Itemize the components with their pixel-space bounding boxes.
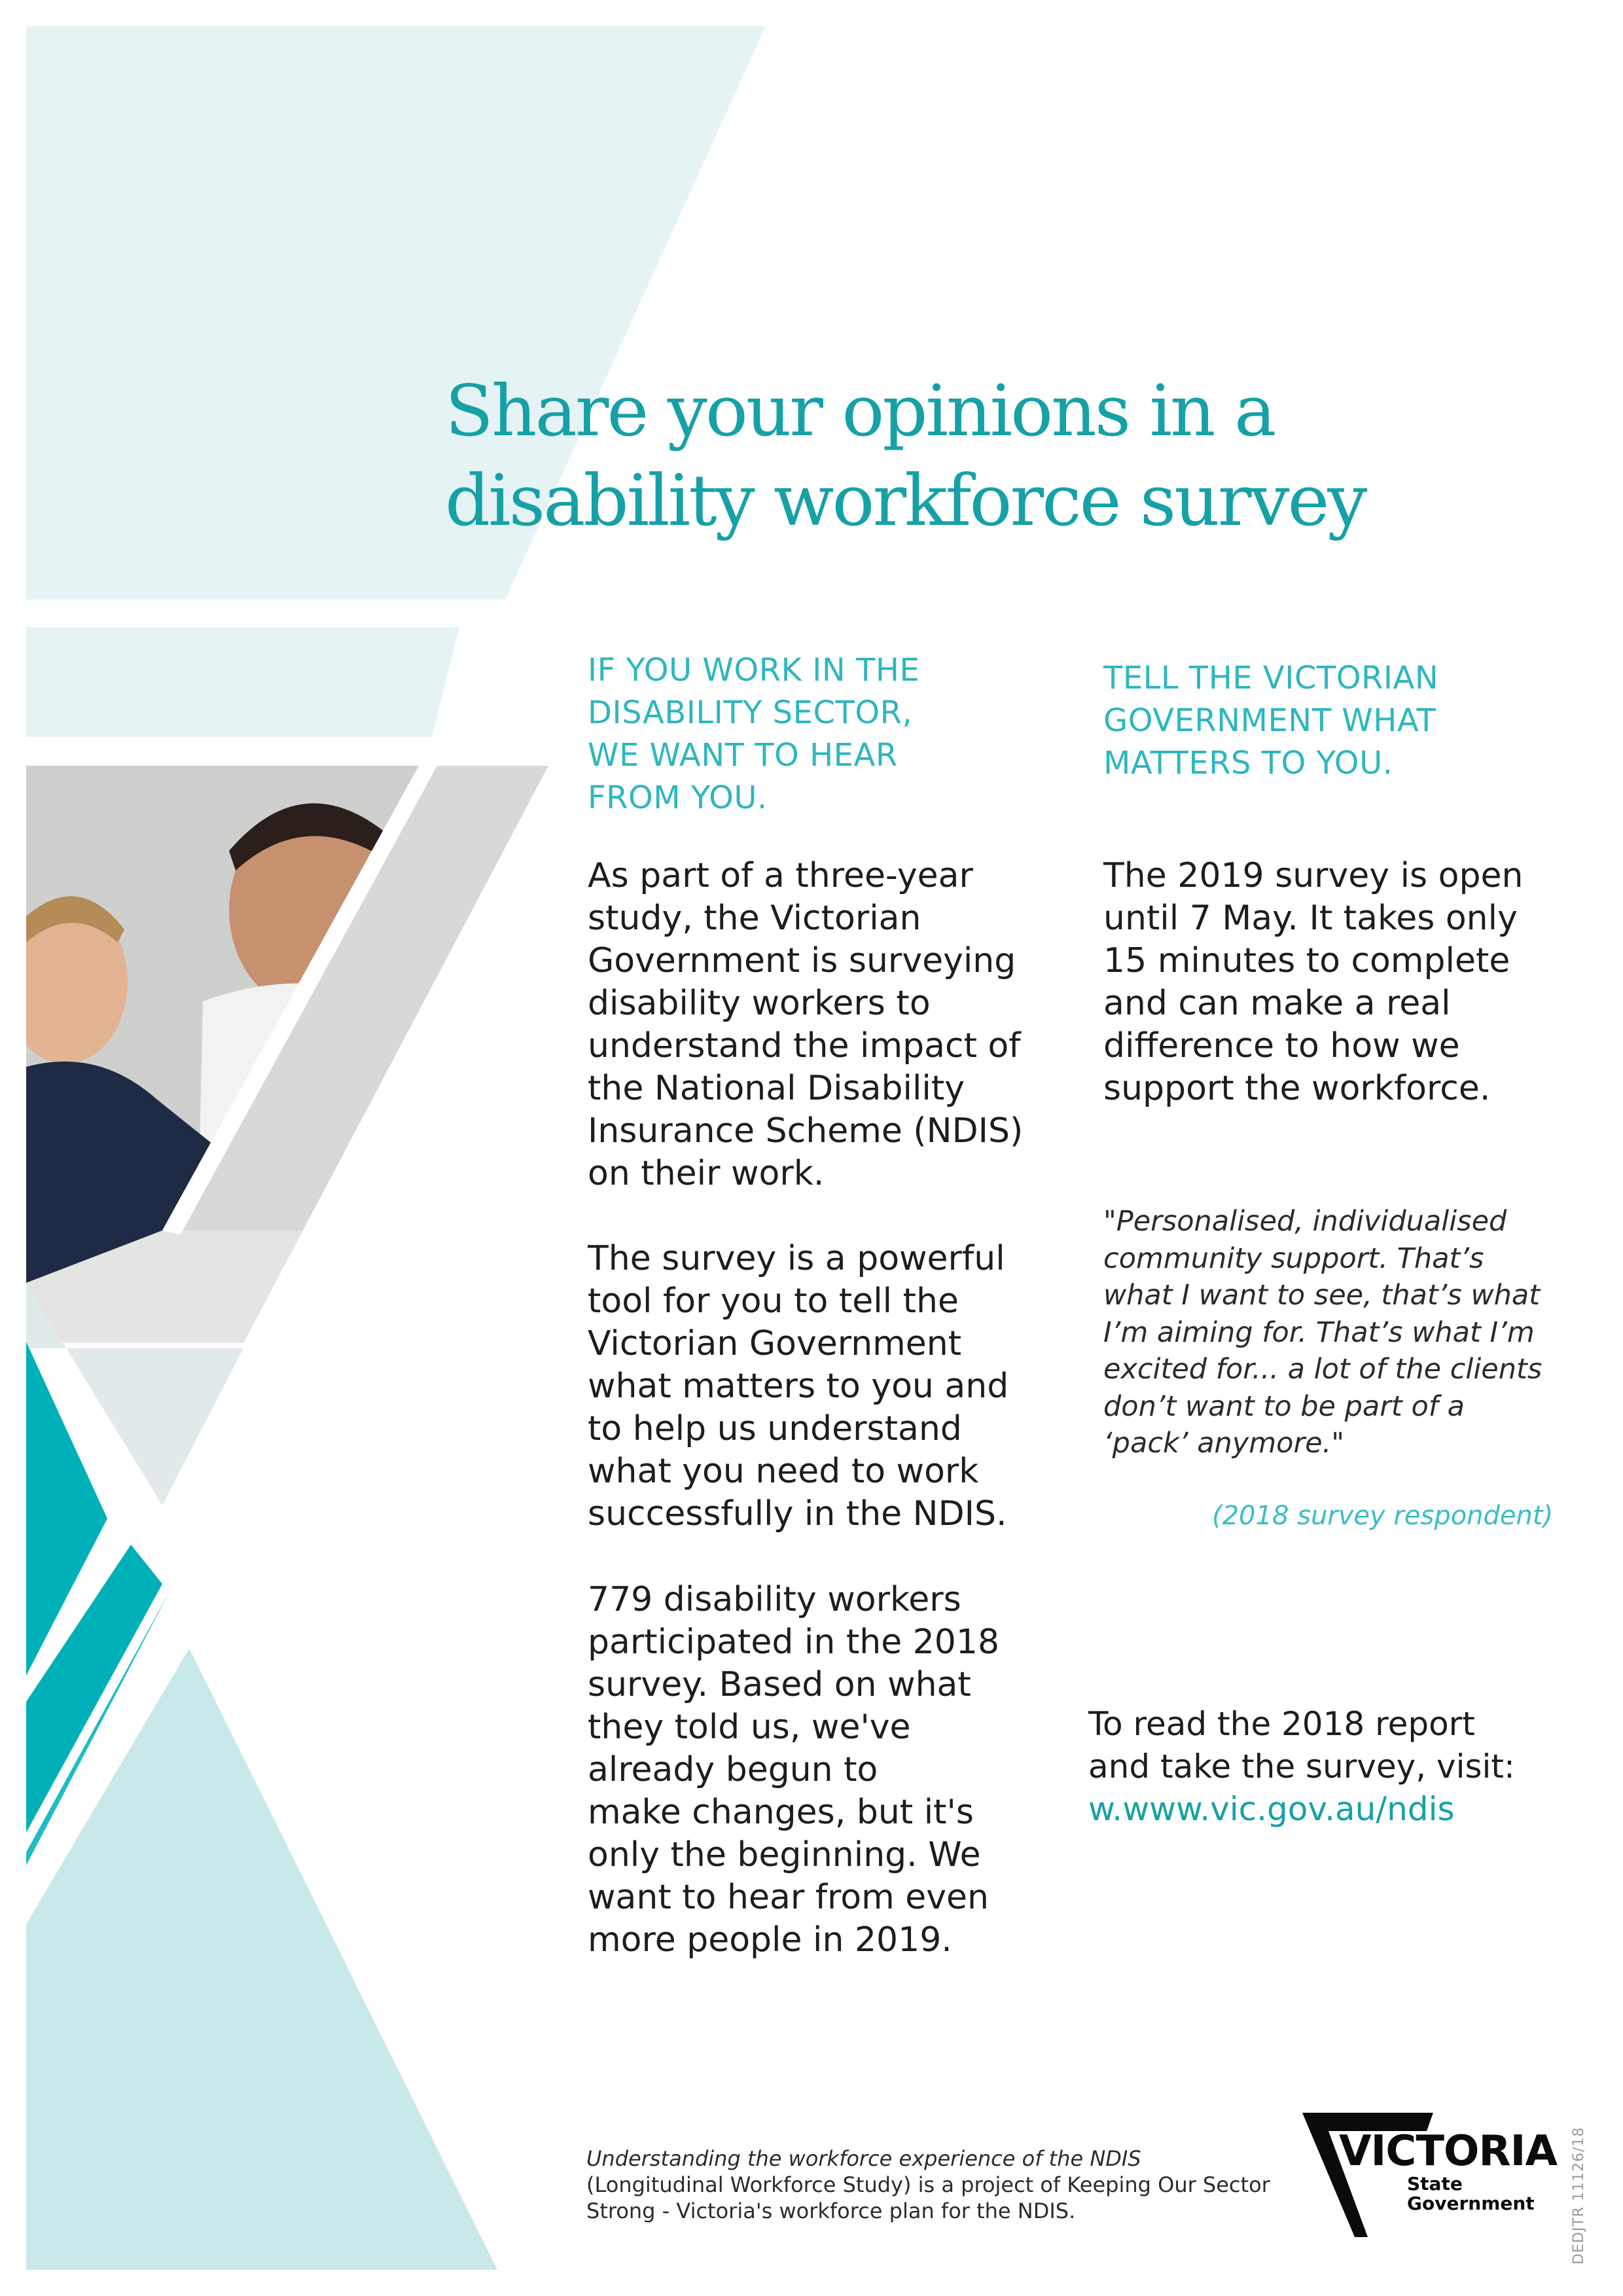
paragraph-line: The 2019 survey is open bbox=[1103, 856, 1524, 895]
footnote-line: Understanding the workforce experience of the NDIS bbox=[586, 2146, 1141, 2171]
paragraph-line: want to hear from even bbox=[588, 1878, 989, 1917]
quote-line: "Personalised, individualised bbox=[1103, 1205, 1507, 1238]
band-pale-shape bbox=[26, 627, 459, 737]
quote-line: I’m aiming for. That’s what I’m bbox=[1103, 1316, 1535, 1349]
heading-line: FROM YOU. bbox=[588, 780, 768, 816]
heading-line: GOVERNMENT WHAT bbox=[1103, 702, 1436, 739]
paragraph-line: Victorian Government bbox=[588, 1324, 962, 1363]
paragraph-line: Government is surveying bbox=[588, 941, 1016, 980]
heading-line: IF YOU WORK IN THE bbox=[588, 652, 920, 689]
title-line: Share your opinions in a bbox=[445, 370, 1275, 452]
document-code: DEDJTR 11126/18 bbox=[1571, 2126, 1587, 2265]
paragraph-line: make changes, but it's bbox=[588, 1793, 974, 1832]
respondent-quote bbox=[1103, 1203, 1542, 1462]
bottom-light-shape bbox=[26, 1636, 497, 2270]
paragraph-line: only the beginning. We bbox=[588, 1835, 981, 1874]
survey-link[interactable]: w.www.vic.gov.au/ndis bbox=[1088, 1790, 1455, 1828]
quote-line: what I want to see, that’s what bbox=[1103, 1279, 1541, 1312]
survey-open-paragraph bbox=[1103, 855, 1523, 1110]
paragraph-line: the National Disability bbox=[588, 1069, 965, 1108]
paragraph-line: disability workers to bbox=[588, 984, 931, 1023]
paragraph-line: participated in the 2018 bbox=[588, 1623, 1000, 1662]
participation-paragraph bbox=[588, 1579, 999, 1962]
paragraph-line: 779 disability workers bbox=[588, 1580, 961, 1619]
paragraph-line: study, the Victorian bbox=[588, 899, 921, 938]
page-title bbox=[445, 367, 1492, 546]
paragraph-line: understand the impact of bbox=[588, 1026, 1021, 1066]
quote-line: community support. That’s bbox=[1103, 1242, 1484, 1275]
logo-sub-line: State bbox=[1407, 2173, 1463, 2195]
footnote-line: (Longitudinal Workforce Study) is a project of Keeping Our Sector bbox=[586, 2172, 1270, 2197]
heading-line: MATTERS TO YOU. bbox=[1103, 745, 1393, 781]
logo-wordmark: VICTORIA bbox=[1339, 2127, 1557, 2176]
title-line: disability workforce survey bbox=[445, 460, 1366, 542]
paragraph-line: more people in 2019. bbox=[588, 1920, 952, 1960]
paragraph-line: 15 minutes to complete bbox=[1103, 941, 1510, 980]
paragraph-line: The survey is a powerful bbox=[588, 1239, 1005, 1278]
logo-subtitle bbox=[1407, 2174, 1535, 2214]
cta-line: and take the survey, visit: bbox=[1088, 1748, 1515, 1785]
quote-attribution: (2018 survey respondent) bbox=[1212, 1501, 1554, 1531]
paragraph-line: already begun to bbox=[588, 1750, 878, 1789]
survey-tool-paragraph bbox=[588, 1238, 1008, 1535]
intro-paragraph bbox=[588, 855, 1023, 1195]
paragraph-line: survey. Based on what bbox=[588, 1665, 971, 1704]
paragraph-line: As part of a three-year bbox=[588, 856, 973, 895]
heading-line: TELL THE VICTORIAN bbox=[1103, 660, 1439, 696]
paragraph-line: until 7 May. It takes only bbox=[1103, 899, 1518, 938]
paragraph-line: Insurance Scheme (NDIS) bbox=[588, 1111, 1024, 1151]
left-heading bbox=[588, 649, 919, 819]
heading-line: WE WANT TO HEAR bbox=[588, 737, 898, 774]
paragraph-line: support the workforce. bbox=[1103, 1069, 1491, 1108]
footnote-line: Strong - Victoria's workforce plan for the NDIS. bbox=[586, 2198, 1076, 2223]
paragraph-line: tool for you to tell the bbox=[588, 1282, 959, 1321]
quote-line: ‘pack’ anymore." bbox=[1103, 1427, 1345, 1460]
cta-line: To read the 2018 report bbox=[1088, 1705, 1475, 1743]
quote-line: excited for... a lot of the clients bbox=[1103, 1353, 1543, 1386]
paragraph-line: they told us, we've bbox=[588, 1708, 911, 1747]
paragraph-line: difference to how we bbox=[1103, 1026, 1460, 1066]
paragraph-line: to help us understand bbox=[588, 1409, 962, 1448]
paragraph-line: what matters to you and bbox=[588, 1367, 1009, 1406]
quote-line: don’t want to be part of a bbox=[1103, 1390, 1465, 1423]
heading-line: DISABILITY SECTOR, bbox=[588, 694, 913, 731]
paragraph-line: and can make a real bbox=[1103, 984, 1451, 1023]
paragraph-line: what you need to work bbox=[588, 1452, 979, 1491]
logo-sub-line: Government bbox=[1407, 2193, 1535, 2214]
call-to-action bbox=[1088, 1703, 1515, 1831]
right-heading bbox=[1103, 657, 1438, 785]
paragraph-line: on their work. bbox=[588, 1154, 825, 1193]
paragraph-line: successfully in the NDIS. bbox=[588, 1494, 1007, 1534]
footnote bbox=[586, 2145, 1270, 2224]
